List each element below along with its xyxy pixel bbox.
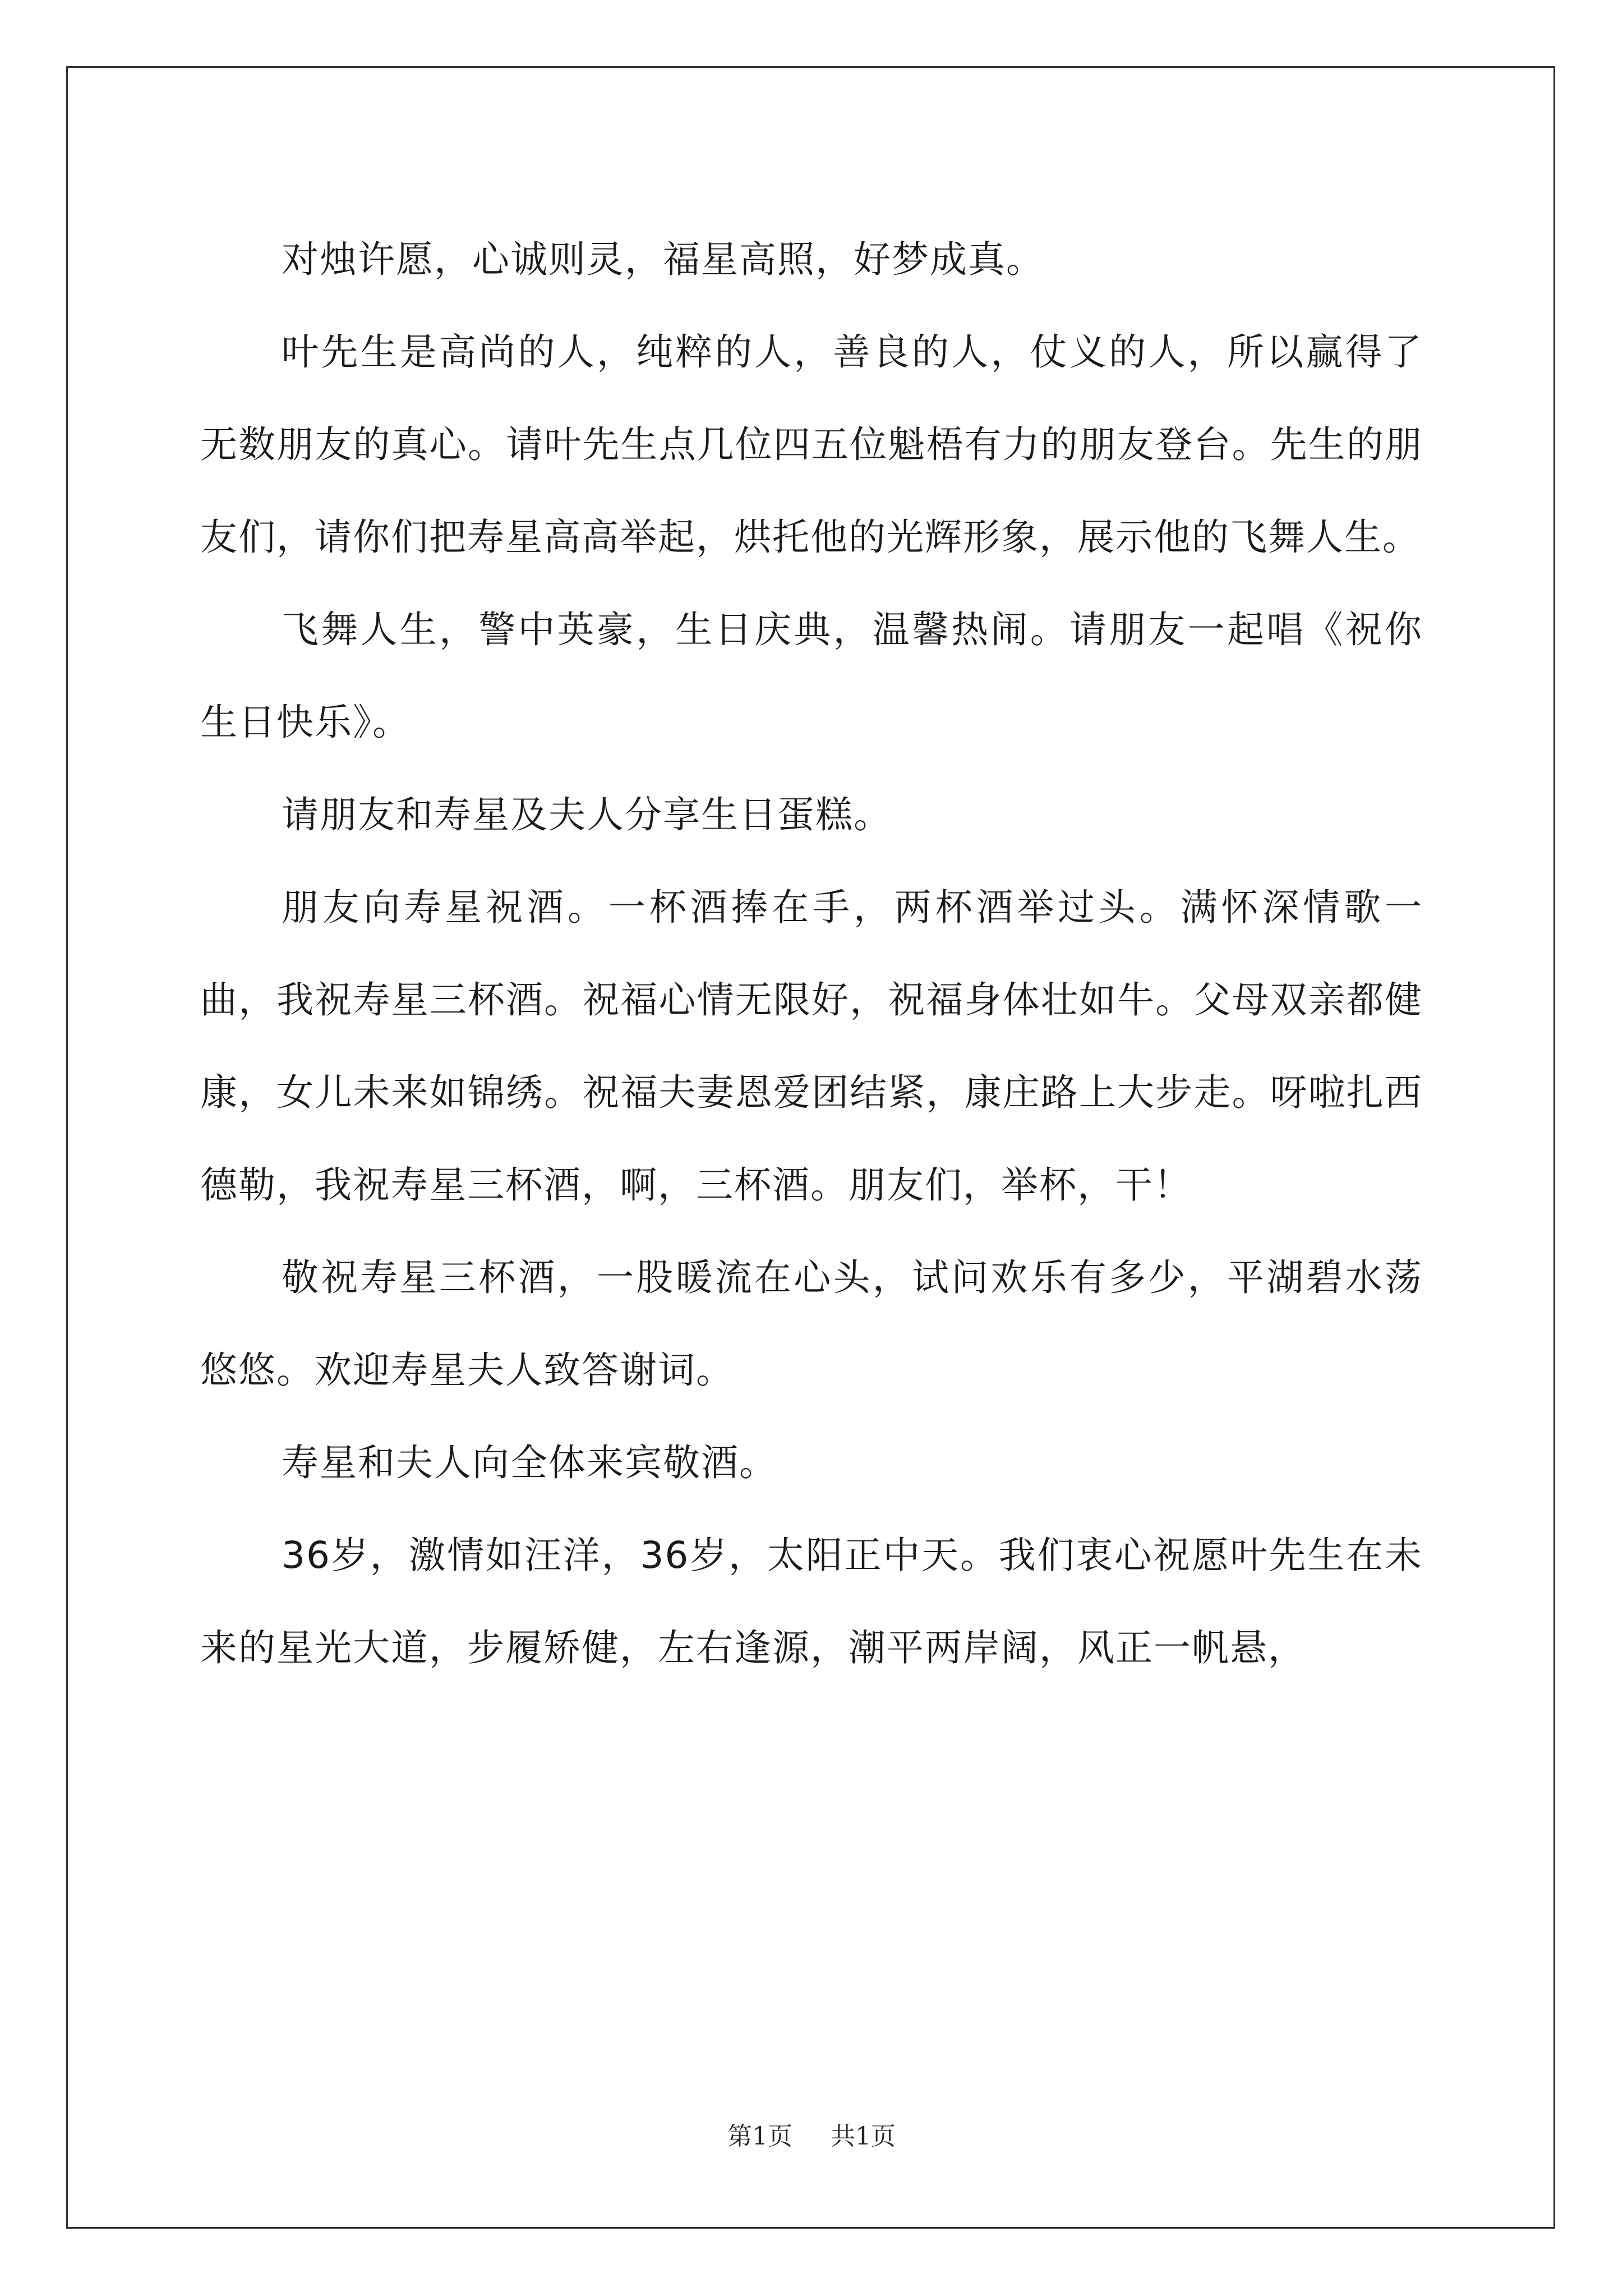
paragraph: 叶先生是高尚的人，纯粹的人，善良的人，仗义的人，所以赢得了无数朋友的真心。请叶先生点几位四五位魁梧有力的朋友登台。先生的朋友们，请你们把寿星高高举起，烘托他的光辉形象，展示他的飞舞人生。 [200,330,1423,559]
paragraph: 朋友向寿星祝酒。一杯酒捧在手，两杯酒举过头。满怀深情歌一曲，我祝寿星三杯酒。祝福心情无限好，祝福身体壮如牛。父母双亲都健康，女儿未来如锦绣。祝福夫妻恩爱团结紧，康庄路上大步走。呀啦扎西德勒，我祝寿星三杯酒，啊，三杯酒。朋友们，举杯，干！ [200,886,1423,1207]
paragraph: 敬祝寿星三杯酒，一股暖流在心头，试问欢乐有多少，平湖碧水荡悠悠。欢迎寿星夫人致答谢词。 [200,1256,1423,1392]
document-body [200,213,1423,1694]
page-footer [0,2116,1623,2152]
paragraph: 36岁，激情如汪洋，36岁，太阳正中天。我们衷心祝愿叶先生在未来的星光大道，步履矫健，左右逢源，潮平两岸阔，风正一帆悬， [200,1534,1423,1669]
page-number: 第1页 [727,2122,792,2151]
paragraph: 请朋友和寿星及夫人分享生日蛋糕。 [282,793,892,836]
paragraph: 对烛许愿，心诚则灵，福星高照，好梦成真。 [282,238,1044,281]
page-total: 共1页 [831,2122,896,2151]
paragraph: 飞舞人生，警中英豪，生日庆典，温馨热闹。请朋友一起唱《祝你生日快乐》。 [200,608,1423,744]
paragraph: 寿星和夫人向全体来宾敬酒。 [282,1441,777,1484]
